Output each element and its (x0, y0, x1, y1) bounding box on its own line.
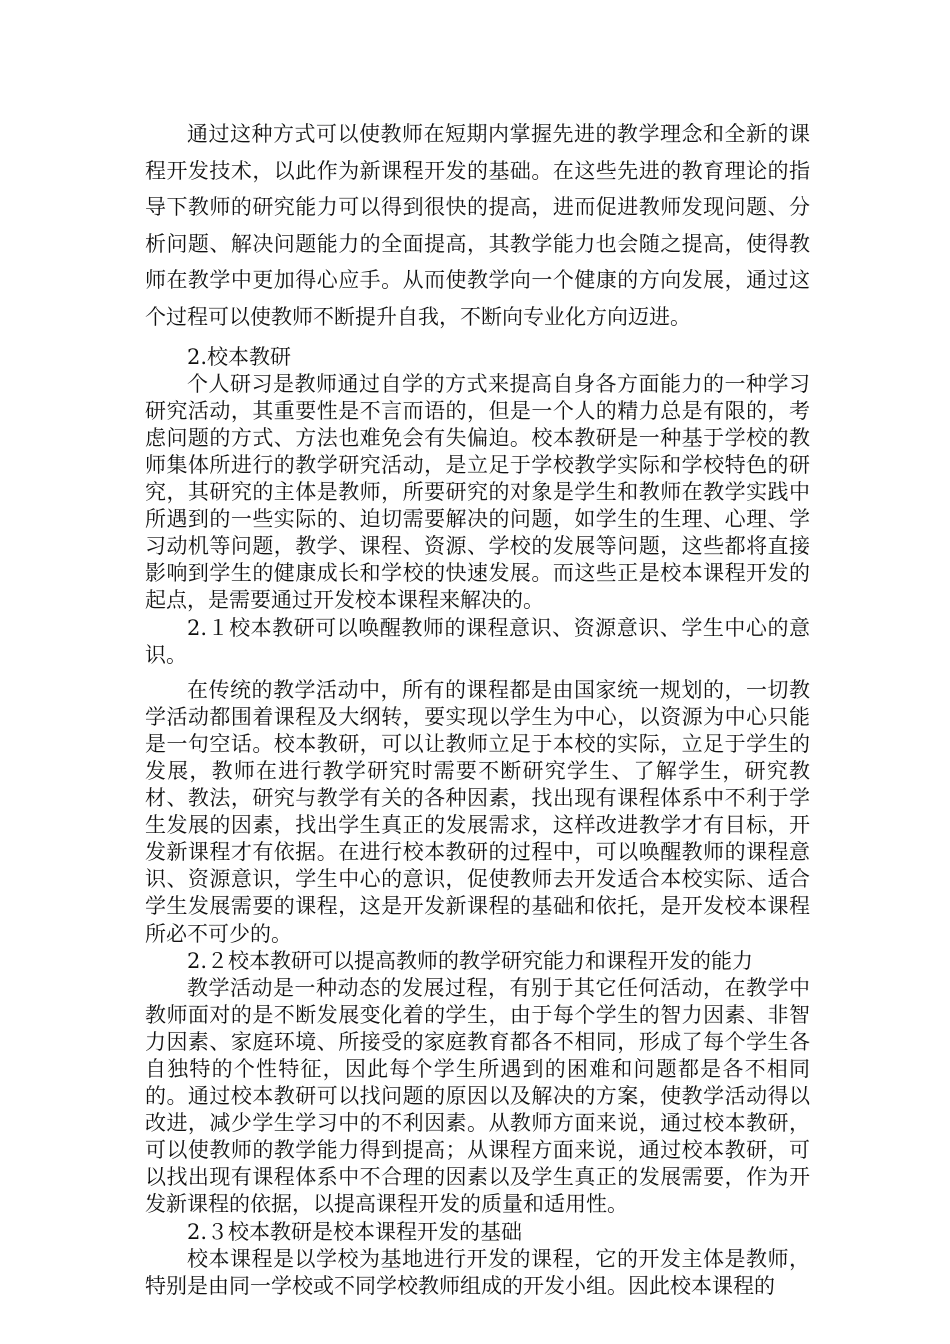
paragraph-intro: 通过这种方式可以使教师在短期内掌握先进的教学理念和全新的课程开发技术，以此作为新课程开发的基础。在这些先进的教育理论的指导下教师的研究能力可以得到很快的提高，进而促进教师发现问题、分析问题、解决问题能力的全面提高，其教学能力也会随之提高，使得教师在教学中更加得心应手。从而使教学向一个健康的方向发展，通过这个过程可以使教师不断提升自我，不断向专业化方向迈进。 (145, 122, 810, 329)
paragraph-2-1: 在传统的教学活动中，所有的课程都是由国家统一规划的，一切教学活动都围着课程及大纲转，要实现以学生为中心，以资源为中心只能是一句空话。校本教研，可以让教师立足于本校的实际，立足于学生的发展，教师在进行教学研究时需要不断研究学生、了解学生，研究教材、教法，研究与教学有关的各种因素，找出现有课程体系中不利于学生发展的因素，找出学生真正的发展需求，这样改进教学才有目标，开发新课程才有依据。在进行校本教研的过程中，可以唤醒教师的课程意识、资源意识，学生中心的意识，促使教师去开发适合本校实际、适合学生发展需要的课程，这是开发新课程的基础和依托，是开发校本课程所必不可少的。 (145, 677, 810, 946)
subsection-heading-2-1: 2.１校本教研可以唤醒教师的课程意识、资源意识、学生中心的意识。 (145, 615, 810, 667)
paragraph-school-research: 个人研习是教师通过自学的方式来提高自身各方面能力的一种学习研究活动，其重要性是不言而语的，但是一个人的精力总是有限的，考虑问题的方式、方法也难免会有失偏迫。校本教研是一种基于学校的教师集体所进行的教学研究活动，是立足于学校教学实际和学校特色的研究，其研究的主体是教师，所要研究的对象是学生和教师在教学实践中所遇到的一些实际的、迫切需要解决的问题，如学生的生理、心理、学习动机等问题，教学、课程、资源、学校的发展等问题，这些都将直接影响到学生的健康成长和学校的快速发展。而这些正是校本课程开发的起点，是需要通过开发校本课程来解决的。 (145, 371, 810, 613)
paragraph-2-2: 教学活动是一种动态的发展过程，有别于其它任何活动，在教学中教师面对的是不断发展变化着的学生，由于每个学生的智力因素、非智力因素、家庭环境、所接受的家庭教育都各不相同，形成了每个学生各自独特的个性特征，因此每个学生所遇到的困难和问题都是各不相同的。通过校本教研可以找问题的原因以及解决的方案，使教学活动得以改进，减少学生学习中的不利因素。从教师方面来说，通过校本教研，可以使教师的教学能力得到提高；从课程方面来说，通过校本教研，可以找出现有课程体系中不合理的因素以及学生真正的发展需要，作为开发新课程的依据，以提高课程开发的质量和适用性。 (145, 975, 810, 1217)
subsection-heading-2-3: 2.３校本教研是校本课程开发的基础 (187, 1219, 523, 1244)
paragraph-2-3: 校本课程是以学校为基地进行开发的课程，它的开发主体是教师，特别是由同一学校或不同学校教师组成的开发小组。因此校本课程的 (145, 1246, 810, 1298)
document-body (145, 116, 810, 1300)
section-heading-school-research: 2.校本教研 (187, 344, 292, 369)
subsection-heading-2-2: 2.２校本教研可以提高教师的教学研究能力和课程开发的能力 (187, 948, 754, 973)
